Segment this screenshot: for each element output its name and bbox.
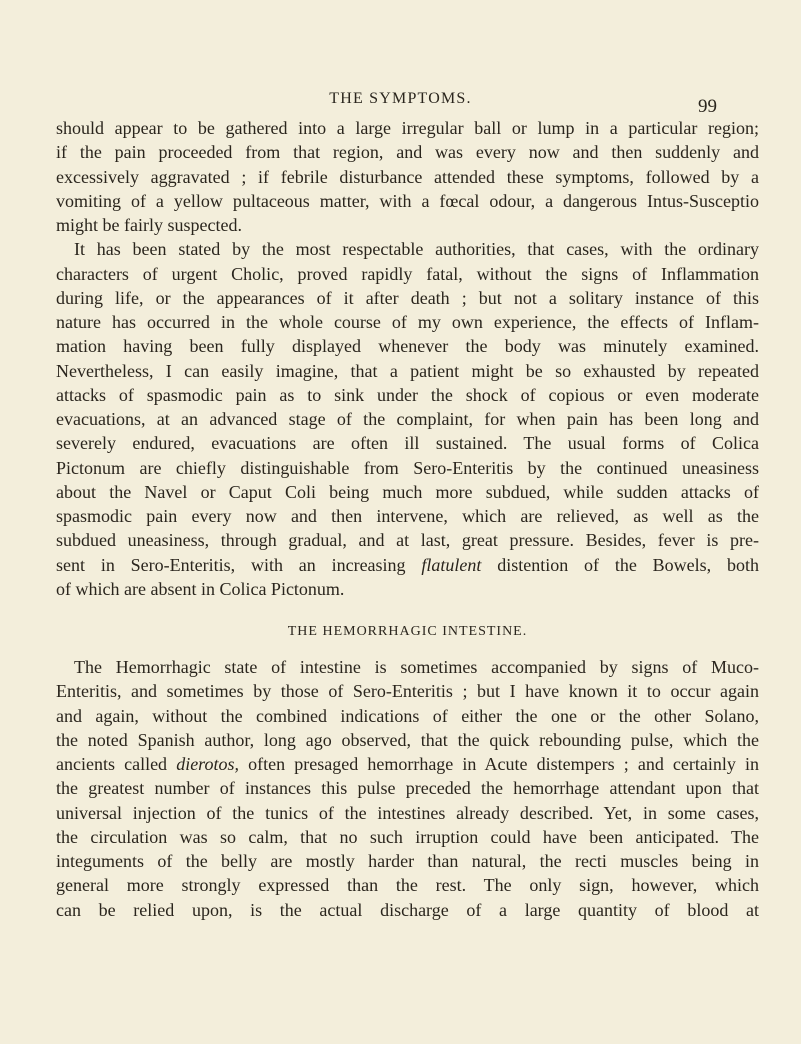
text-line: should appear to be gathered into a large irregular ball or lump in a particular region; [56, 118, 759, 138]
running-head [0, 90, 801, 117]
text-line: spasmodic pain every now and then intervene, which are relieved, as well as the [56, 506, 759, 526]
text-line: excessively aggravated ; if febrile disturbance attended these symptoms, followed by a [56, 166, 759, 187]
text-line: Enteritis, and sometimes by those of Sero-Enteritis ; but I have known it to occur again [56, 681, 759, 702]
text-line: if the pain proceeded from that region, and was every now and then suddenly and [56, 142, 759, 163]
text-line: nature has occurred in the whole course of my own experience, the effects of Inflam- [56, 312, 759, 332]
text-line: general more strongly expressed than the rest. The only sign, however, which [56, 875, 759, 896]
text-line: Pictonum are chiefly distinguishable from Sero-Enteritis by the continued uneasiness [56, 457, 759, 478]
line-segment: ancients called [56, 754, 168, 774]
text-line: characters of urgent Cholic, proved rapidly fatal, without the signs of Inflammation [56, 263, 759, 284]
paragraph-hemorrhagic [56, 655, 759, 922]
text-line: integuments of the belly are mostly harder than natural, the recti muscles being in [56, 851, 759, 871]
italic-word: flatulent [421, 554, 482, 575]
body-text [56, 116, 759, 922]
text-line: attacks of spasmodic pain as to sink under the shock of copious or even moderate [56, 384, 759, 405]
line-segment: distention of the Bowels, both [497, 554, 760, 575]
text-line: during life, or the appearances of it after death ; but not a solitary instance of this [56, 287, 759, 308]
text-line: evacuations, at an advanced stage of the complaint, for when pain has been long and [56, 409, 759, 429]
line-segment: sent in Sero-Enteritis, with an increasing [56, 554, 406, 575]
running-title: THE SYMPTOMS. [329, 90, 472, 107]
text-line: the circulation was so calm, that no such irruption could have been anticipated. The [56, 826, 759, 847]
text-line: Nevertheless, I can easily imagine, that a patient might be so exhausted by repeated [56, 360, 759, 381]
text-line: vomiting of a yellow pultaceous matter, with a fœcal odour, a dangerous Intus-Susceptio [56, 190, 759, 211]
text-line: It has been stated by the most respectable authorities, that cases, with the ordinary [74, 239, 759, 260]
text-line: and again, without the combined indications of either the one or the other Solano, [56, 705, 759, 726]
section-heading: THE HEMORRHAGIC INTESTINE. [287, 624, 528, 639]
line-segment: often presaged hemorrhage in Acute distempers ; and certainly in [248, 754, 760, 774]
text-line-with-italic [56, 553, 759, 577]
text-line: the greatest number of instances this pulse preceded the hemorrhage attendant upon that [56, 778, 759, 799]
paragraph-intus-susceptio [56, 116, 759, 237]
text-line: can be relied upon, is the actual discharge of a large quantity of blood at [56, 899, 759, 920]
text-line: universal injection of the tunics of the intestines already described. Yet, in some cases, [56, 802, 759, 823]
italic-word: dierotos, [176, 754, 240, 774]
text-line-with-italic [56, 752, 759, 776]
text-line: of which are absent in Colica Pictonum. [56, 578, 345, 599]
page-number: 99 [698, 96, 717, 117]
text-line: might be fairly suspected. [56, 215, 242, 235]
text-line: severely endured, evacuations are often ill sustained. The usual forms of Colica [56, 433, 759, 454]
text-line: the noted Spanish author, long ago observed, that the quick rebounding pulse, which the [56, 729, 759, 750]
text-line: subdued uneasiness, through gradual, and at last, great pressure. Besides, fever is pre- [56, 530, 759, 551]
text-line: about the Navel or Caput Coli being much more subdued, while sudden attacks of [56, 481, 759, 502]
text-line: mation having been fully displayed whenever the body was minutely examined. [56, 336, 759, 357]
paragraph-colica-pictonum [56, 237, 759, 601]
text-line: The Hemorrhagic state of intestine is sometimes accompanied by signs of Muco- [74, 657, 759, 677]
